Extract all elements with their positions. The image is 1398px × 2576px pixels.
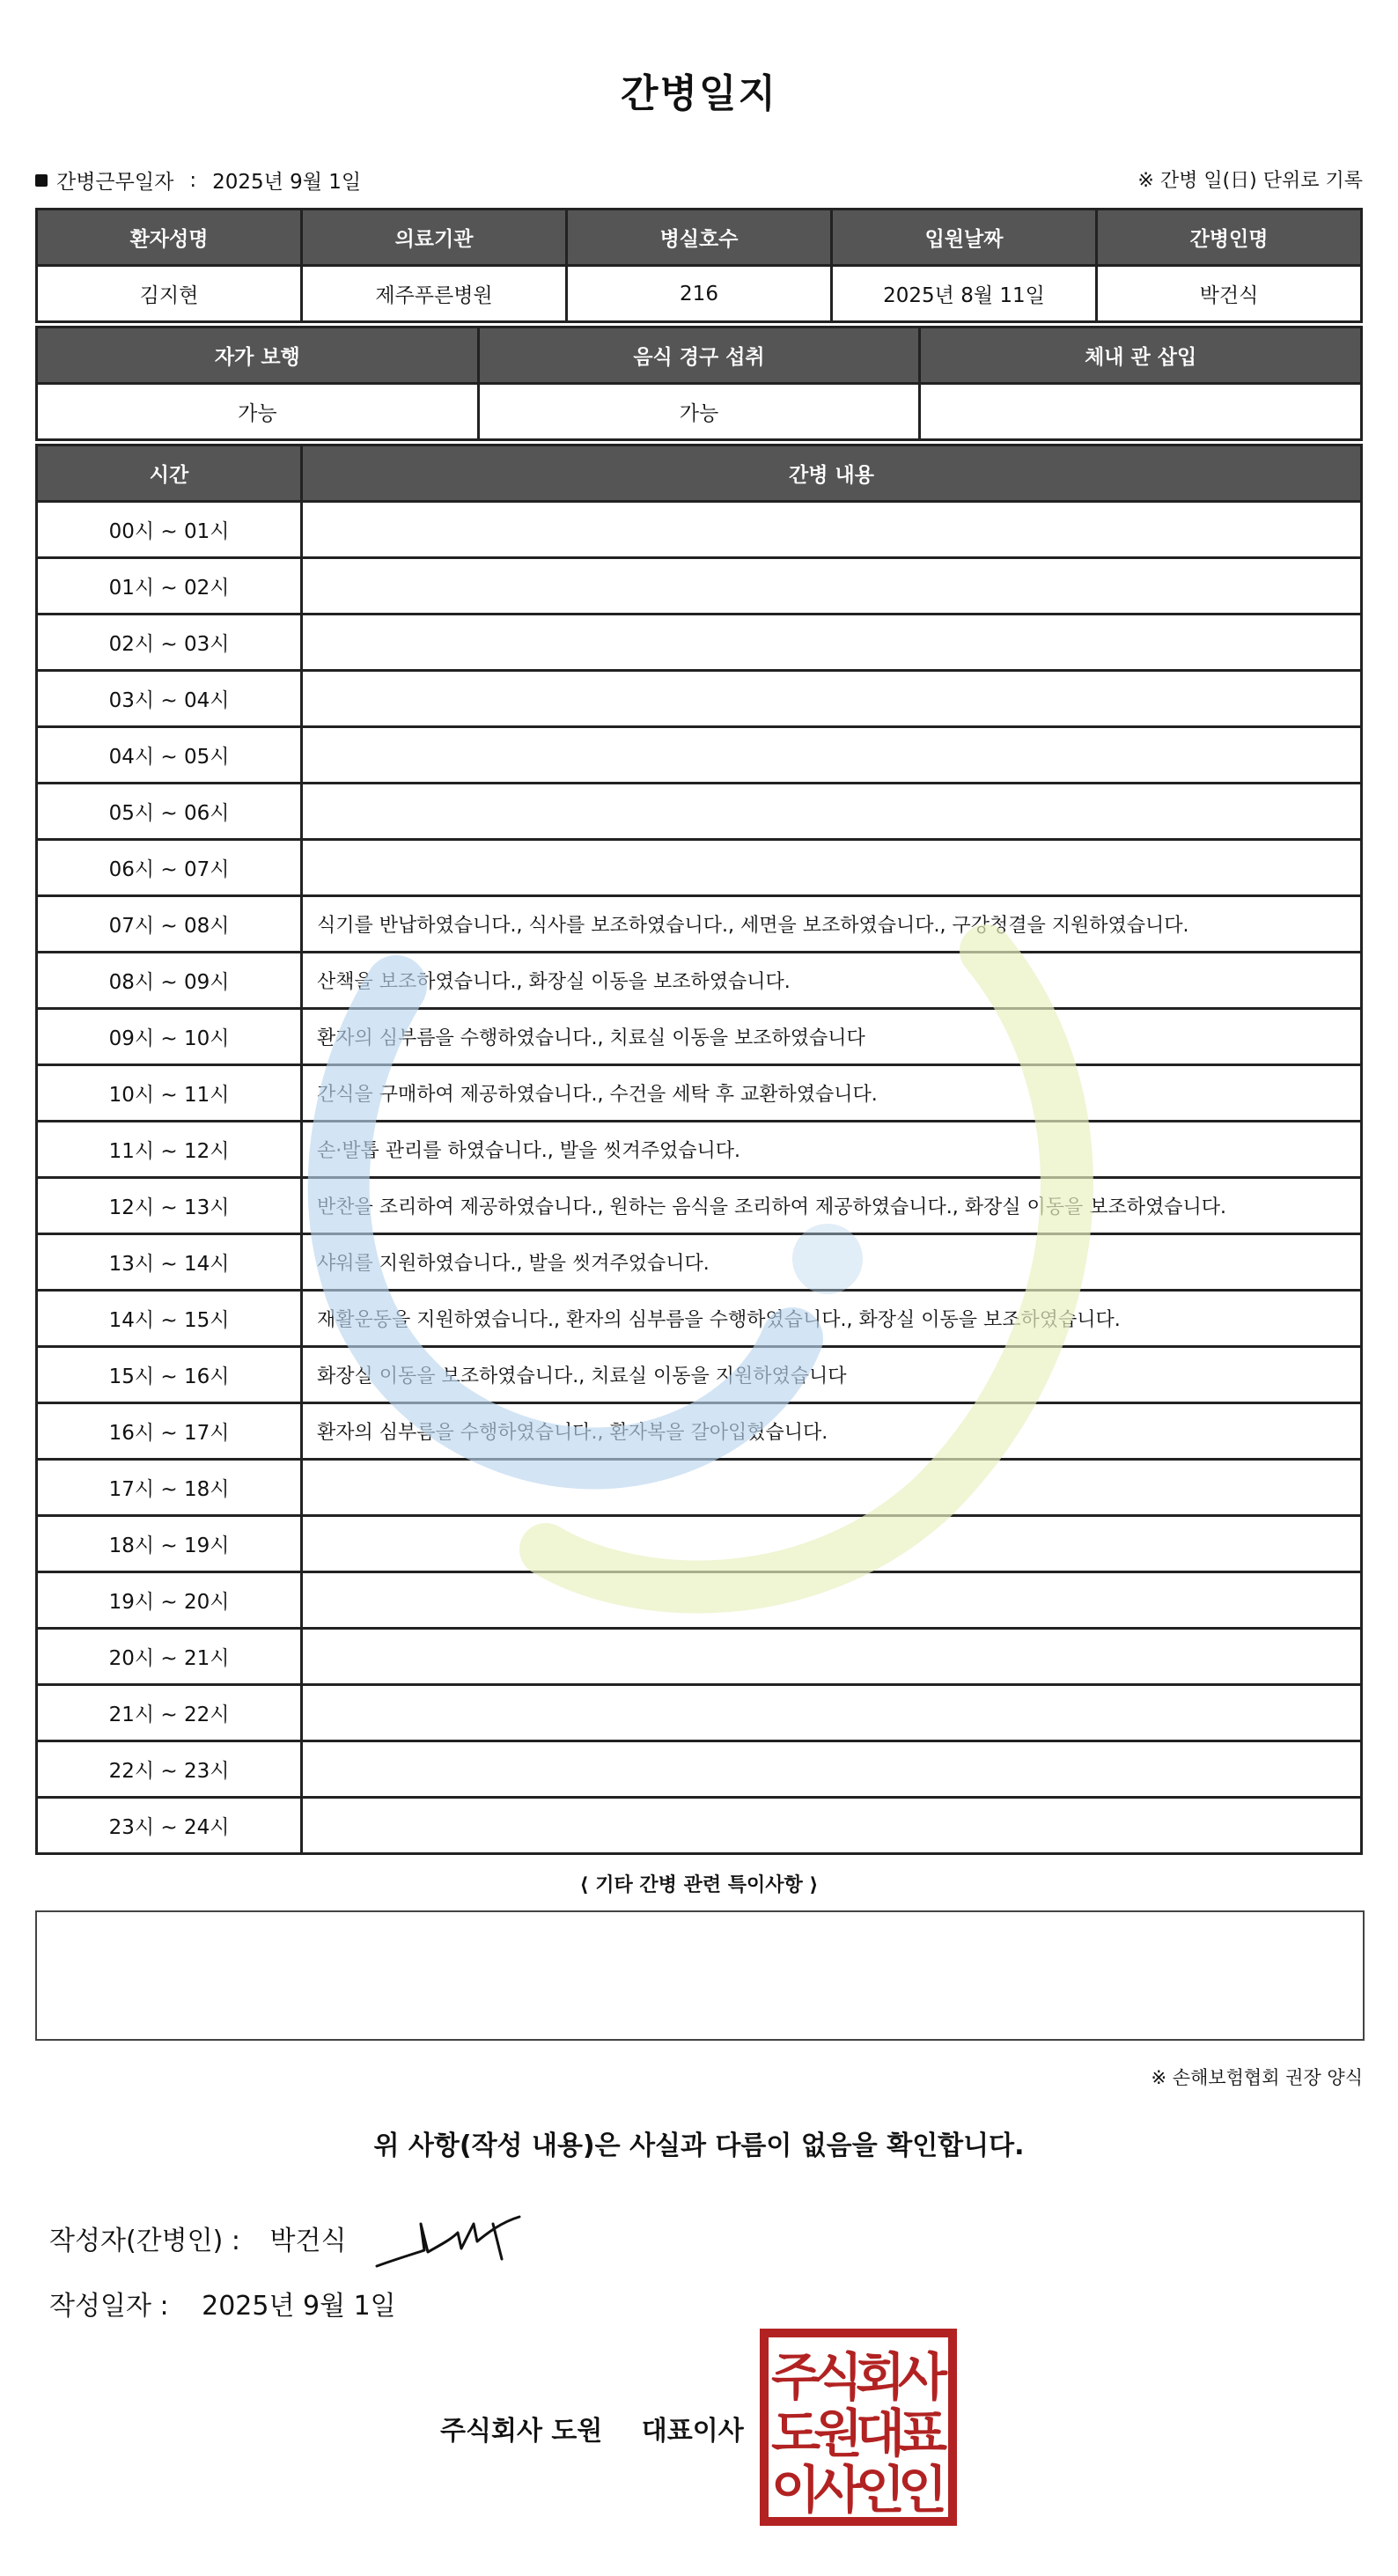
table-row bbox=[37, 727, 1362, 784]
care-content-cell bbox=[302, 615, 1362, 671]
svg-text:식: 식 bbox=[813, 2347, 864, 2407]
time-cell: 17시 ~ 18시 bbox=[37, 1460, 302, 1516]
association-note: ※ 손해보험협회 권장 양식 bbox=[1151, 2067, 1363, 2088]
svg-text:인: 인 bbox=[855, 2460, 906, 2520]
header-hospital: 의료기관 bbox=[302, 210, 567, 266]
company-line bbox=[440, 2409, 744, 2447]
header-care-content: 간병 내용 bbox=[302, 445, 1362, 502]
table-row bbox=[37, 671, 1362, 727]
svg-text:사: 사 bbox=[897, 2347, 948, 2407]
time-cell: 19시 ~ 20시 bbox=[37, 1572, 302, 1629]
svg-text:사: 사 bbox=[813, 2460, 864, 2520]
header-caregiver: 간병인명 bbox=[1097, 210, 1362, 266]
table-row bbox=[37, 784, 1362, 840]
admission-date: 2025년 8월 11일 bbox=[832, 266, 1097, 322]
care-content-cell: 환자의 심부름을 수행하였습니다., 치료실 이동을 보조하였습니다 bbox=[302, 1009, 1362, 1065]
square-bullet-icon bbox=[35, 174, 48, 187]
time-cell: 14시 ~ 15시 bbox=[37, 1291, 302, 1347]
oral-intake-value: 가능 bbox=[478, 384, 920, 440]
time-cell: 12시 ~ 13시 bbox=[37, 1178, 302, 1234]
table-row bbox=[37, 1741, 1362, 1798]
care-content-cell: 화장실 이동을 보조하였습니다., 치료실 이동을 지원하였습니다 bbox=[302, 1347, 1362, 1403]
care-content-cell: 간식을 구매하여 제공하였습니다., 수건을 세탁 후 교환하였습니다. bbox=[302, 1065, 1362, 1122]
table-row bbox=[37, 615, 1362, 671]
time-cell: 00시 ~ 01시 bbox=[37, 502, 302, 558]
care-content-cell bbox=[302, 1798, 1362, 1854]
time-cell: 03시 ~ 04시 bbox=[37, 671, 302, 727]
svg-text:회: 회 bbox=[855, 2347, 906, 2407]
ability-table bbox=[35, 326, 1363, 441]
watermark-logo bbox=[264, 880, 1144, 1638]
care-content-cell bbox=[302, 502, 1362, 558]
table-row bbox=[37, 558, 1362, 615]
svg-text:표: 표 bbox=[897, 2403, 948, 2463]
svg-text:이: 이 bbox=[770, 2460, 821, 2520]
care-content-cell: 재활운동을 지원하였습니다., 환자의 심부름을 수행하였습니다., 화장실 이동을 보조하였습니다. bbox=[302, 1291, 1362, 1347]
time-cell: 18시 ~ 19시 bbox=[37, 1516, 302, 1572]
care-content-cell bbox=[302, 784, 1362, 840]
writer-line bbox=[49, 2219, 346, 2257]
walking-value: 가능 bbox=[37, 384, 479, 440]
header-patient-name: 환자성명 bbox=[37, 210, 302, 266]
svg-text:대: 대 bbox=[855, 2403, 906, 2463]
patient-name: 김지현 bbox=[37, 266, 302, 322]
time-cell: 20시 ~ 21시 bbox=[37, 1629, 302, 1685]
work-date-value: 2025년 9월 1일 bbox=[212, 171, 362, 194]
header-time: 시간 bbox=[37, 445, 302, 502]
svg-text:주: 주 bbox=[770, 2347, 821, 2407]
time-cell: 21시 ~ 22시 bbox=[37, 1685, 302, 1741]
header-room: 병실호수 bbox=[567, 210, 832, 266]
time-cell: 10시 ~ 11시 bbox=[37, 1065, 302, 1122]
time-cell: 16시 ~ 17시 bbox=[37, 1403, 302, 1460]
table-row bbox=[37, 502, 1362, 558]
time-cell: 13시 ~ 14시 bbox=[37, 1234, 302, 1291]
time-cell: 04시 ~ 05시 bbox=[37, 727, 302, 784]
time-cell: 05시 ~ 06시 bbox=[37, 784, 302, 840]
work-date-label: 간병근무일자 bbox=[56, 171, 174, 194]
work-date bbox=[35, 166, 361, 195]
care-content-cell bbox=[302, 727, 1362, 784]
care-content-cell: 손·발톱 관리를 하였습니다., 발을 씻겨주었습니다. bbox=[302, 1122, 1362, 1178]
time-cell: 11시 ~ 12시 bbox=[37, 1122, 302, 1178]
header-walking: 자가 보행 bbox=[37, 328, 479, 384]
company-name: 주식회사 도원 bbox=[440, 2416, 603, 2447]
time-cell: 22시 ~ 23시 bbox=[37, 1741, 302, 1798]
care-content-cell bbox=[302, 671, 1362, 727]
document-title: 간병일지 bbox=[620, 71, 777, 116]
svg-text:인: 인 bbox=[897, 2460, 948, 2520]
svg-text:도: 도 bbox=[770, 2403, 821, 2463]
writer-name: 박건식 bbox=[269, 2226, 347, 2256]
care-content-cell: 산책을 보조하였습니다., 화장실 이동을 보조하였습니다. bbox=[302, 953, 1362, 1009]
patient-info-table bbox=[35, 208, 1363, 323]
signature bbox=[370, 2197, 528, 2277]
time-cell: 02시 ~ 03시 bbox=[37, 615, 302, 671]
time-cell: 15시 ~ 16시 bbox=[37, 1347, 302, 1403]
time-cell: 01시 ~ 02시 bbox=[37, 558, 302, 615]
notes-box bbox=[35, 1910, 1365, 2041]
care-content-cell bbox=[302, 1685, 1362, 1741]
header-admission-date: 입원날짜 bbox=[832, 210, 1097, 266]
care-content-cell: 식기를 반납하였습니다., 식사를 보조하였습니다., 세면을 보조하였습니다., 구강청결을 지원하였습니다. bbox=[302, 896, 1362, 953]
header-tube: 체내 관 삽입 bbox=[920, 328, 1362, 384]
time-cell: 08시 ~ 09시 bbox=[37, 953, 302, 1009]
tube-value bbox=[920, 384, 1362, 440]
header-oral-intake: 음식 경구 섭취 bbox=[478, 328, 920, 384]
time-cell: 07시 ~ 08시 bbox=[37, 896, 302, 953]
room-number: 216 bbox=[567, 266, 832, 322]
written-date-value: 2025년 9월 1일 bbox=[202, 2291, 396, 2322]
care-content-cell bbox=[302, 558, 1362, 615]
notes-title: ⟨ 기타 간병 관련 특이사항 ⟩ bbox=[579, 1874, 819, 1896]
time-cell: 09시 ~ 10시 bbox=[37, 1009, 302, 1065]
confirmation-statement: 위 사항(작성 내용)은 사실과 다름이 없음을 확인합니다. bbox=[373, 2131, 1025, 2161]
caregiver-name: 박건식 bbox=[1097, 266, 1362, 322]
care-content-cell: 반찬을 조리하여 제공하였습니다., 원하는 음식을 조리하여 제공하였습니다., 화장실 이동을 보조하였습니다. bbox=[302, 1178, 1362, 1234]
written-date-line bbox=[49, 2284, 396, 2322]
time-cell: 23시 ~ 24시 bbox=[37, 1798, 302, 1854]
unit-note: ※ 간병 일(日) 단위로 기록 bbox=[1137, 170, 1363, 192]
table-row bbox=[37, 1685, 1362, 1741]
care-content-cell: 환자의 심부름을 수행하였습니다., 환자복을 갈아입혔습니다. bbox=[302, 1403, 1362, 1460]
work-date-colon: : bbox=[189, 168, 197, 192]
time-cell: 06시 ~ 07시 bbox=[37, 840, 302, 896]
care-content-cell bbox=[302, 1741, 1362, 1798]
ceo-title: 대표이사 bbox=[641, 2416, 744, 2447]
written-date-label: 작성일자 : bbox=[49, 2291, 169, 2322]
hospital-name: 제주푸른병원 bbox=[302, 266, 567, 322]
care-content-cell: 샤워를 지원하였습니다., 발을 씻겨주었습니다. bbox=[302, 1234, 1362, 1291]
table-row bbox=[37, 1798, 1362, 1854]
svg-text:원: 원 bbox=[813, 2403, 864, 2463]
writer-label: 작성자(간병인) : bbox=[49, 2226, 240, 2256]
company-seal bbox=[759, 2328, 958, 2527]
